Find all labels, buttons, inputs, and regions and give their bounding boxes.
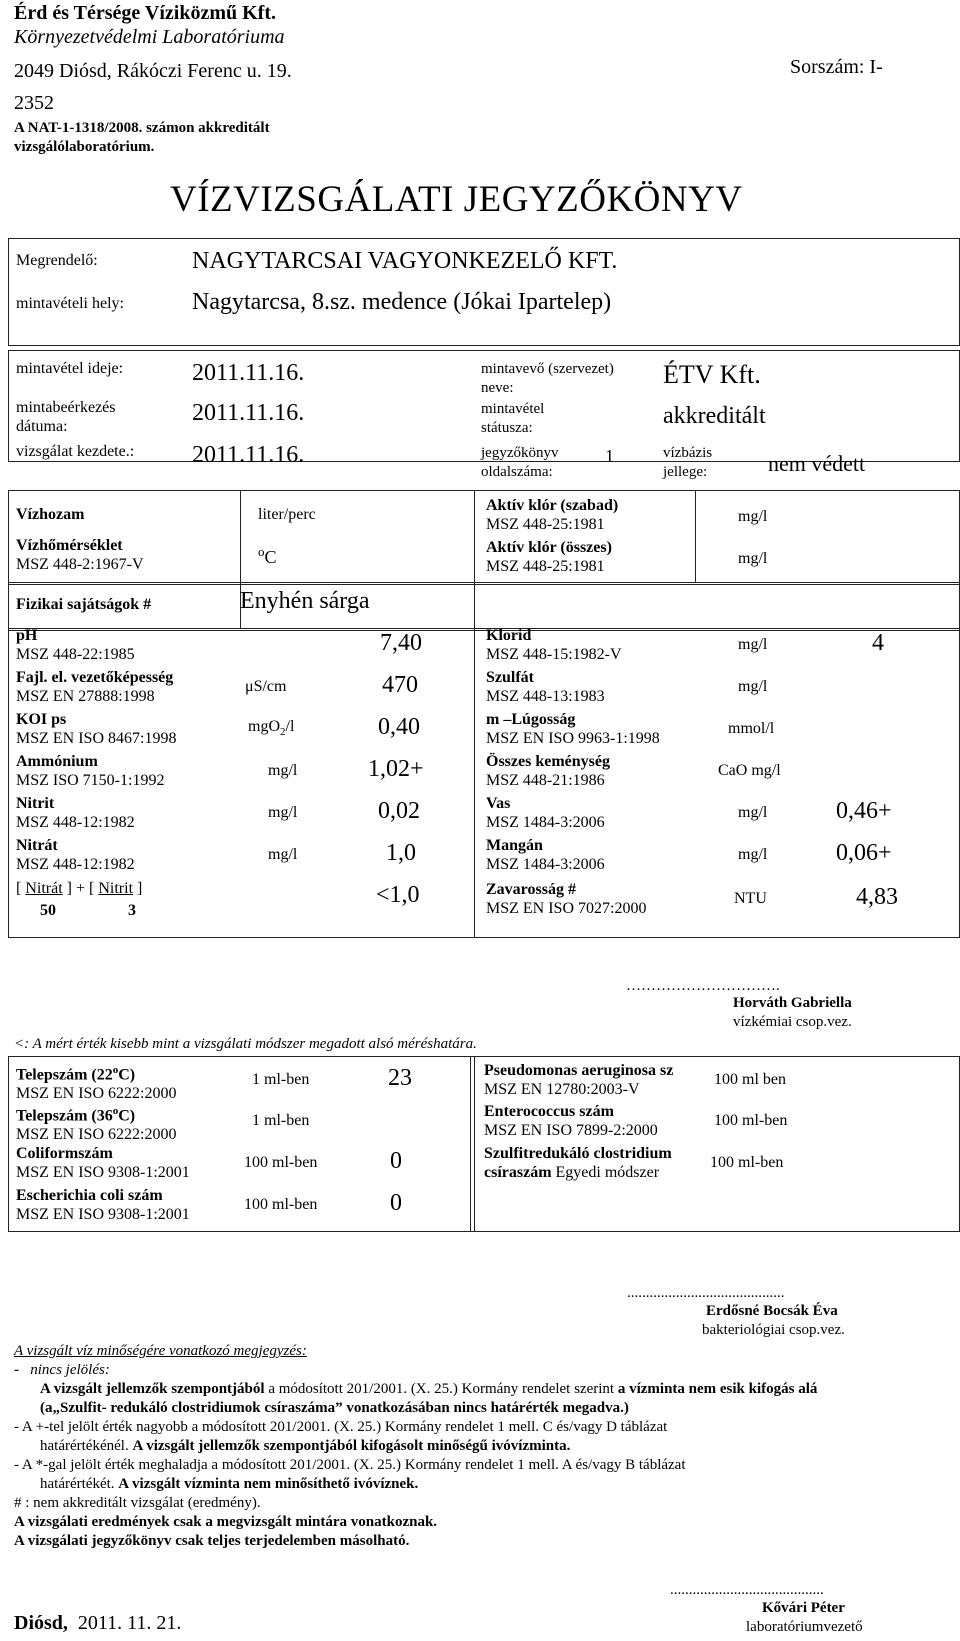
ratio-close: ] (133, 880, 143, 897)
divider (8, 582, 474, 585)
param-method: MSZ 1484-3:2006 (486, 856, 605, 873)
sampling-date-value: 2011.11.16. (192, 360, 305, 386)
iron-unit: mg/l (738, 804, 768, 821)
sampler-value: ÉTV Kft. (663, 360, 761, 389)
list-item-conductivity (16, 668, 173, 706)
hardness-unit: CaO mg/l (718, 762, 781, 779)
arrival-label-1: mintabeérkezés (16, 399, 116, 416)
issue-date: 2011. 11. 21. (77, 1612, 182, 1634)
notes-dash: - (14, 1362, 19, 1378)
param-name-sup: o (112, 1064, 119, 1076)
param-name: pH (16, 627, 38, 644)
param-name: m –Lúgosság (486, 711, 576, 728)
sampling-date-label: mintavétel ideje: (16, 360, 124, 377)
param-name-tail: C) (118, 1066, 136, 1084)
param-method: MSZ 448-12:1982 (16, 814, 135, 831)
orderer-label: Megrendelő: (16, 252, 98, 269)
param-method: MSZ EN 27888:1998 (16, 688, 155, 705)
phys-label: Fizikai sajátságok # (16, 596, 152, 613)
param-name: Enterococcus szám (484, 1103, 614, 1120)
bio-signature-role: bakteriológiai csop.vez. (702, 1322, 845, 1338)
status-label-1: mintavétel (481, 401, 545, 417)
param-method: Egyedi módszer (551, 1164, 660, 1181)
chlorine-free (486, 496, 618, 534)
pseudomonas-unit: 100 ml ben (714, 1071, 786, 1088)
param-method: MSZ 1484-3:2006 (486, 814, 605, 831)
plate-count-22-unit: 1 ml-ben (252, 1071, 310, 1088)
issue-place-date (14, 1612, 181, 1635)
param-name (16, 1102, 176, 1125)
base-label (663, 444, 712, 482)
chlorine-total-name: Aktív klór (összes) (486, 539, 612, 556)
bio-signature-name: Erdősné Bocsák Éva (706, 1303, 838, 1319)
ratio-mid: ] + [ (62, 880, 99, 897)
chloride-value: 4 (872, 630, 884, 656)
issue-place: Diósd, (14, 1612, 68, 1634)
orderer-value: NAGYTARCSAI VAGYONKEZELŐ KFT. (192, 248, 618, 274)
conductivity-value: 470 (382, 672, 418, 698)
koi-value: 0,40 (378, 714, 420, 740)
coliform-unit: 100 ml-ben (244, 1154, 318, 1171)
list-item-ammonium (16, 752, 164, 790)
list-item-plate-count-22 (16, 1061, 176, 1103)
chlorine-total-unit: mg/l (738, 550, 768, 567)
ammonium-unit: mg/l (268, 762, 298, 779)
list-item-alkalinity (486, 710, 660, 748)
notes-l2-a: A vizsgált jellemzők szempontjából (40, 1381, 265, 1397)
param-name: Szulfát (486, 669, 534, 686)
ecoli-unit: 100 ml-ben (244, 1196, 318, 1213)
divider (474, 490, 475, 938)
param-method: MSZ EN 12780:2003-V (484, 1081, 640, 1098)
list-item-iron (486, 794, 605, 832)
notes-line-4: - A +-tel jelölt érték nagyobb a módosított 201/2001. (X. 25.) Kormány rendelet 1 mell. C és/vagy D táblázat (14, 1419, 668, 1435)
chlorine-free-name: Aktív klór (szabad) (486, 497, 619, 514)
notes-no-mark: nincs jelölés: (30, 1362, 110, 1378)
nitrite-unit: mg/l (268, 804, 298, 821)
clostridium-unit: 100 ml-ben (710, 1154, 784, 1171)
divider (470, 1056, 471, 1232)
serial-label-wrap (790, 56, 883, 79)
param-name-sup: o (112, 1105, 119, 1117)
temp-label-name: Vízhőmérséklet (16, 537, 123, 554)
notes-l7-b: A vizsgált vízminta nem minősíthető ivóvíznek. (118, 1476, 419, 1492)
notes-line-9: A vizsgálati eredmények csak a megvizsgált mintára vonatkoznak. (14, 1514, 438, 1530)
pages-value: 1 (605, 446, 614, 466)
param-method: MSZ EN ISO 9308-1:2001 (16, 1206, 190, 1223)
param-name: Nitrit (16, 795, 55, 812)
pages-label-1: jegyzőkönyv (481, 445, 559, 461)
ecoli-value: 0 (390, 1190, 402, 1216)
notes-l7-a: határértékét. (40, 1476, 119, 1492)
param-name: Klorid (486, 627, 532, 644)
nitrite-value: 0,02 (378, 798, 420, 824)
param-method: MSZ 448-21:1986 (486, 772, 605, 789)
notes-l5-b: A vizsgált jellemzők szempontjából kifogásolt minőségű ivóvízminta. (132, 1438, 571, 1454)
chlorine-total-method: MSZ 448-25:1981 (486, 558, 605, 575)
site-value: Nagytarcsa, 8.sz. medence (Jókai Ipartelep) (192, 289, 612, 315)
param-name: KOI ps (16, 711, 67, 728)
koi-unit-sub: 2 (280, 726, 286, 739)
iron-value: 0,46+ (836, 798, 892, 824)
alkalinity-unit: mmol/l (728, 720, 775, 737)
chlorine-free-unit: mg/l (738, 508, 768, 525)
notes-line-1 (14, 1361, 110, 1379)
temp-unit-sup: o (258, 544, 265, 559)
pages-label (481, 444, 558, 482)
divider (474, 582, 960, 585)
turbidity-unit: NTU (734, 890, 767, 907)
param-method: MSZ 448-15:1982-V (486, 646, 622, 663)
sampler-label-2: neve: (481, 380, 514, 396)
notes-line-7 (40, 1475, 418, 1493)
param-name: Zavarosság # (486, 881, 576, 898)
param-method: MSZ EN ISO 6222:2000 (16, 1126, 177, 1144)
nitrate-ratio-formula (16, 880, 142, 898)
chem-signature-role: vízkémiai csop.vez. (733, 1014, 852, 1030)
manganese-value: 0,06+ (836, 840, 892, 866)
param-name: Fajl. el. vezetőképesség (16, 669, 174, 686)
chlorine-total (486, 538, 612, 576)
param-name: Pseudomonas aeruginosa sz (484, 1062, 674, 1079)
list-item-plate-count-36 (16, 1102, 176, 1144)
accreditation-line-1: A NAT-1-1318/2008. számon akkreditált (14, 120, 270, 136)
list-item-coliform (16, 1144, 190, 1182)
status-value: akkreditált (663, 403, 766, 429)
koi-unit (248, 718, 294, 738)
detection-note: <: A mért érték kisebb mint a vizsgálati módszer megadott alsó méréshatára. (14, 1036, 477, 1052)
ratio-open: [ (16, 880, 26, 897)
arrival-label (16, 398, 116, 436)
notes-line-6: - A *-gal jelölt érték meghaladja a módosított 201/2001. (X. 25.) Kormány rendelet 1 mell. A és/vagy B táblázat (14, 1457, 686, 1473)
notes-line-10: A vizsgálati jegyzőkönyv csak teljes terjedelemben másolható. (14, 1533, 410, 1549)
accreditation-line-2: vizsgálólaboratórium. (14, 139, 155, 155)
base-label-1: vízbázis (663, 445, 713, 461)
param-method: MSZ EN ISO 7027:2000 (486, 900, 647, 917)
company-name: Érd és Térsége Víziközmű Kft. (14, 2, 277, 24)
coliform-value: 0 (390, 1148, 402, 1174)
status-label (481, 400, 544, 438)
list-item-chloride (486, 626, 622, 664)
param-name: Nitrát (16, 837, 58, 854)
sulfate-unit: mg/l (738, 678, 768, 695)
param-method-wrap (484, 1163, 672, 1182)
manganese-unit: mg/l (738, 846, 768, 863)
param-name: Ammónium (16, 753, 98, 770)
chloride-unit: mg/l (738, 636, 768, 653)
sampler-label-1: mintavevő (szervezet) (481, 361, 614, 377)
list-item-sulfate (486, 668, 605, 706)
param-name: Vas (486, 795, 511, 812)
lab-name: Környezetvédelmi Laboratóriuma (14, 26, 285, 48)
list-item-hardness (486, 752, 610, 790)
turbidity-value: 4,83 (856, 884, 898, 910)
notes-l2-c: a vízminta nem esik kifogás alá (617, 1381, 818, 1397)
temp-method: MSZ 448-2:1967-V (16, 556, 144, 573)
koi-unit-main: mgO (248, 718, 280, 735)
ratio-nitrit: Nitrit (98, 880, 134, 897)
ph-value: 7,40 (380, 630, 422, 656)
nitrate-value: 1,0 (386, 840, 416, 866)
yield-unit: liter/perc (258, 506, 316, 523)
enterococcus-unit: 100 ml-ben (714, 1112, 788, 1129)
sampler-label (481, 360, 614, 398)
plate-count-22-value: 23 (388, 1065, 412, 1091)
param-name-main: Telepszám (36 (16, 1107, 113, 1125)
param-name: Összes keménység (486, 753, 610, 770)
param-name: Coliformszám (16, 1145, 113, 1162)
director-role: laboratóriumvezető (746, 1619, 863, 1635)
list-item-koi (16, 710, 176, 748)
param-method: MSZ 448-13:1983 (486, 688, 605, 705)
phys-value: Enyhén sárga (240, 588, 370, 614)
list-item-ecoli (16, 1186, 190, 1224)
param-name: Szulfitredukáló clostridium (484, 1145, 672, 1162)
param-name-main: Telepszám (22 (16, 1066, 113, 1084)
param-name-tail: C) (118, 1107, 136, 1125)
arrival-label-2: dátuma: (16, 418, 68, 435)
list-item-nitrate (16, 836, 135, 874)
nitrate-unit: mg/l (268, 846, 298, 863)
pages-label-2: oldalszáma: (481, 464, 553, 480)
plate-count-36-unit: 1 ml-ben (252, 1112, 310, 1129)
param-method: MSZ EN ISO 8467:1998 (16, 730, 177, 747)
notes-line-2 (40, 1380, 817, 1398)
status-label-2: státusza: (481, 420, 533, 436)
chem-signature-name: Horváth Gabriella (733, 995, 852, 1011)
list-item-clostridium (484, 1144, 672, 1182)
serial-number: 2352 (14, 92, 54, 114)
temp-unit-text: C (264, 547, 277, 567)
list-item-pseudomonas (484, 1061, 673, 1099)
koi-unit-tail: /l (285, 718, 295, 735)
start-label: vizsgálat kezdete.: (16, 443, 135, 460)
site-label: mintavételi hely: (16, 295, 124, 312)
param-method: MSZ 448-12:1982 (16, 856, 135, 873)
serial-label: Sorszám: I- (790, 56, 883, 78)
notes-line-3: (a„Szulfit- redukáló clostridiumok csíraszáma” vonatkozásában nincs határérték megadva.) (40, 1400, 629, 1416)
director-signature-dots: ......................................... (670, 1582, 824, 1598)
temp-label (16, 536, 144, 574)
temp-unit (258, 544, 277, 568)
param-method: MSZ EN ISO 9308-1:2001 (16, 1164, 190, 1181)
chem-signature-dots: …………………………. (626, 978, 780, 994)
yield-label: Vízhozam (16, 506, 85, 523)
lab-address: 2049 Diósd, Rákóczi Ferenc u. 19. (14, 60, 292, 82)
ratio-den-2: 3 (128, 902, 136, 919)
nitrate-ratio-value: <1,0 (376, 882, 420, 908)
ratio-den-1: 50 (40, 902, 56, 919)
param-method: MSZ EN ISO 6222:2000 (16, 1085, 177, 1103)
param-method: MSZ ISO 7150-1:1992 (16, 772, 165, 789)
param-name (16, 1061, 176, 1084)
divider (474, 1056, 475, 1232)
director-name: Kővári Péter (762, 1600, 845, 1616)
list-item-nitrite (16, 794, 135, 832)
chlorine-free-method: MSZ 448-25:1981 (486, 516, 605, 533)
notes-l5-a: határértékénél. (40, 1438, 133, 1454)
notes-line-8: # : nem akkreditált vizsgálat (eredmény). (14, 1495, 261, 1511)
param-method: MSZ EN ISO 9963-1:1998 (486, 730, 660, 747)
param-method-bold: csíraszám (484, 1164, 552, 1181)
param-name: Mangán (486, 837, 543, 854)
list-item-ph (16, 626, 135, 664)
list-item-turbidity (486, 880, 646, 918)
base-label-2: jellege: (663, 464, 708, 480)
ammonium-value: 1,02+ (368, 756, 424, 782)
conductivity-unit: μS/cm (245, 678, 287, 695)
document-title: VÍZVIZSGÁLATI JEGYZŐKÖNYV (170, 179, 743, 220)
list-item-enterococcus (484, 1102, 658, 1140)
start-value: 2011.11.16. (192, 442, 305, 468)
divider (695, 490, 696, 582)
ratio-nitrat: Nitrát (25, 880, 63, 897)
notes-l2-b: a módosított 201/2001. (X. 25.) Kormány rendelet szerint (264, 1381, 618, 1397)
bio-signature-dots: .......................................... (627, 1285, 785, 1301)
param-name: Escherichia coli szám (16, 1187, 163, 1204)
list-item-manganese (486, 836, 605, 874)
arrival-value: 2011.11.16. (192, 400, 305, 426)
notes-line-5 (40, 1437, 570, 1455)
notes-heading: A vizsgált víz minőségére vonatkozó megjegyzés: (14, 1343, 307, 1359)
base-value: nem védett (768, 451, 866, 476)
param-method: MSZ EN ISO 7899-2:2000 (484, 1122, 658, 1139)
param-method: MSZ 448-22:1985 (16, 646, 135, 663)
